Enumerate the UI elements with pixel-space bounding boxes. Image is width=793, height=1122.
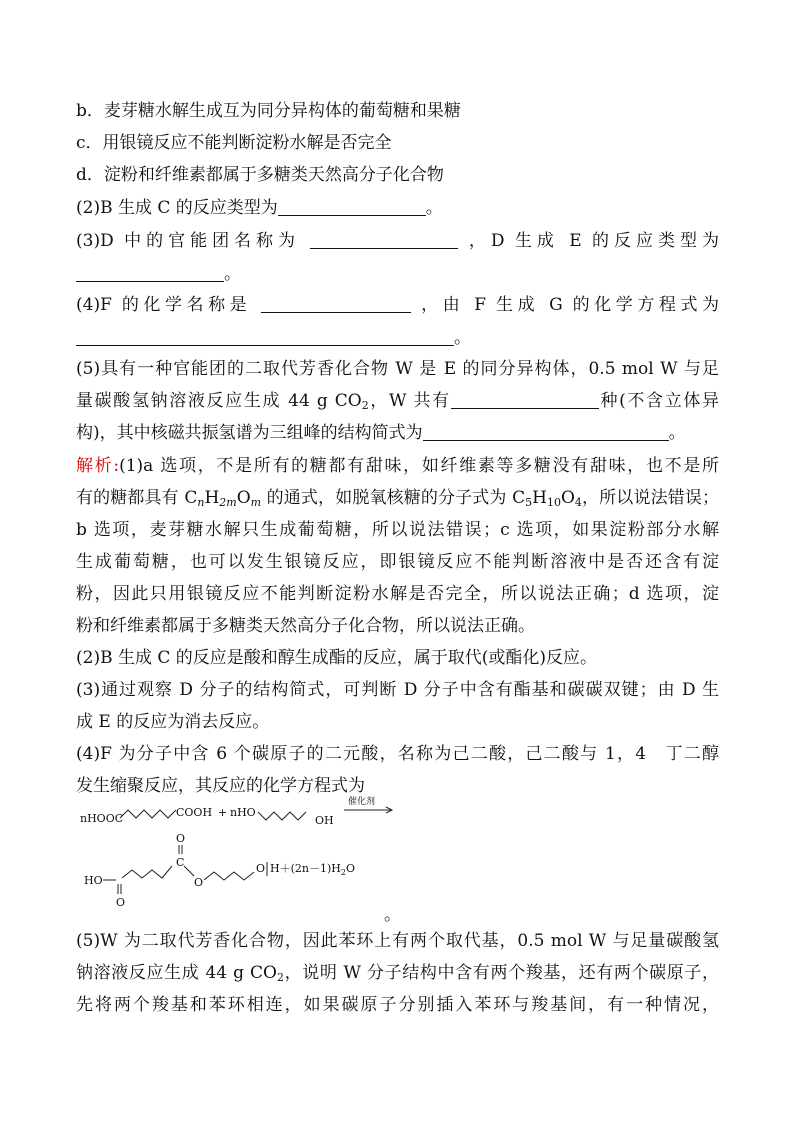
analysis-text-1: (1)a 选项，不是所有的糖都有甜味，如纤维素等多糖没有甜味，也不是所: [119, 456, 720, 476]
equation-period: 。: [384, 905, 401, 925]
option-d: d．淀粉和纤维素都属于多糖类天然高分子化合物: [76, 165, 444, 185]
analysis-line-8: (3)通过观察 D 分子的结构简式，可判断 D 分子中含有酯基和碳碳双键；由 D 生: [76, 680, 719, 700]
analysis-line-14: 先将两个羧基和苯环相连，如果碳原子分别插入苯环与羧基间，有一种情况，: [76, 995, 719, 1015]
diol-chain: [258, 812, 306, 820]
reactant-diol-left: nHO: [230, 806, 256, 819]
analysis-text: O: [560, 488, 575, 508]
analysis-text: H: [204, 488, 220, 508]
acid-chain: [120, 810, 176, 818]
question-4-text-b: ，由 F 生成 G 的化学方程式为: [421, 295, 720, 315]
formula-sub: 5: [525, 496, 533, 509]
analysis-line-12: (5)W 为二取代芳香化合物，因此苯环上有两个取代基，0.5 mol W 与足量碳酸氢: [76, 931, 719, 951]
answer-blank: [261, 296, 411, 313]
question-2: [76, 197, 719, 219]
analysis-line-7: (2)B 生成 C 的反应是酸和醇生成酯的反应，属于取代(或酯化)反应。: [76, 648, 598, 668]
product-o-bottom: O: [116, 896, 126, 909]
analysis-line-6: 粉和纤维素都属于多糖类天然高分子化合物，所以说法正确。: [76, 616, 535, 636]
analysis-line-13: [76, 962, 719, 984]
analysis-label: 解析:: [76, 456, 120, 476]
option-b: b．麦芽糖水解生成互为同分异构体的葡萄糖和果糖: [76, 101, 461, 121]
product-chain-2: [204, 872, 254, 880]
product-c: C: [176, 856, 185, 869]
analysis-text: 的通式，如脱氧核糖的分子式为 C: [261, 488, 526, 508]
catalyst-label: 催化剂: [348, 797, 376, 807]
question-5-line-1: (5)具有一种官能团的二取代芳香化合物 W 是 E 的同分异构体，0.5 mol W 与足: [76, 359, 719, 379]
analysis-line-9: 成 E 的反应为消去反应。: [76, 712, 270, 732]
product-o-top1: O: [176, 832, 186, 845]
question-5-line-2: [76, 390, 719, 412]
product-o-end: O: [256, 862, 266, 875]
equation-drawing: [76, 796, 416, 921]
product-tail-text: H＋(2n－1)H: [270, 862, 341, 875]
q5-sub: 2: [361, 399, 369, 412]
question-4-text-a: (4)F 的化学名称是: [76, 295, 252, 315]
question-2-end: 。: [425, 198, 443, 218]
answer-blank: [310, 232, 458, 249]
q5-text-a: 量碳酸氢钠溶液反应生成 44 g CO: [76, 391, 362, 411]
analysis-text: 有的糖都具有 C: [76, 488, 198, 508]
question-4: [76, 294, 719, 316]
answer-blank: [76, 329, 454, 346]
formula-sub: n: [197, 496, 205, 509]
product-o-link: O: [194, 876, 204, 889]
product-chain-1: [122, 866, 172, 878]
answer-blank: [451, 392, 599, 409]
question-4-end: 。: [454, 328, 471, 348]
formula-sub: m: [250, 496, 262, 509]
analysis-line-5: 粉，因此只用银镜反应不能判断淀粉水解是否完全，所以说法正确；d 选项，淀: [76, 584, 719, 604]
question-3-text-a: (3)D 中的官能团名称为: [76, 231, 301, 251]
option-c: c．用银镜反应不能判断淀粉水解是否完全: [76, 133, 392, 153]
analysis-text: H: [532, 488, 547, 508]
question-3: [76, 230, 719, 252]
question-3-text-b: ，D 生成 E 的反应类型为: [468, 231, 719, 251]
analysis-text: ，所以说法错误；: [581, 488, 719, 508]
product-tail: [270, 862, 355, 877]
analysis-line-10: (4)F 为分子中含 6 个碳原子的二元酸，名称为己二酸，己二酸与 1，4 丁二醇: [76, 744, 719, 764]
answer-blank: [423, 424, 669, 441]
question-3-end: 。: [224, 264, 241, 284]
q5-text-c: 种(不含立体异: [598, 391, 719, 411]
analysis-text: O: [236, 488, 251, 508]
analysis-line-4: 生成葡萄糖，也可以发生银镜反应，即银镜反应不能判断溶液中是否还含有淀: [76, 552, 719, 572]
analysis-line-11: 发生缩聚反应，其反应的化学方程式为: [76, 776, 365, 796]
question-4-cont: [76, 327, 719, 349]
analysis-line-2: [76, 487, 719, 509]
q5-text-e: 。: [668, 423, 686, 443]
plus-sign: +: [218, 806, 228, 819]
formula-sub: 4: [574, 496, 582, 509]
q5-text-b: ，W 共有: [368, 391, 451, 411]
product-tail-sub: 2: [340, 868, 346, 877]
product-left: HO: [84, 874, 103, 887]
answer-blank: [278, 199, 426, 216]
analysis-line-1: [76, 455, 719, 477]
question-2-text: (2)B 生成 C 的反应类型为: [76, 198, 278, 218]
analysis-line-3: b 选项，麦芽糖水解只生成葡萄糖，所以说法错误；c 选项，如果淀粉部分水解: [76, 520, 719, 540]
reactant-acid-left: nHOOC: [80, 812, 124, 825]
formula-sub: 2m: [219, 496, 237, 509]
formula-sub: 2: [276, 971, 284, 984]
reactant-diol-right: OH: [315, 814, 334, 827]
answer-blank: [76, 265, 224, 282]
question-3-cont: [76, 263, 719, 285]
product-tail-end: O: [345, 862, 355, 875]
q5-text-d: 构)，其中核磁共振氢谱为三组峰的结构简式为: [76, 423, 423, 443]
analysis-text: ，说明 W 分子结构中含有两个羧基，还有两个碳原子，: [283, 963, 719, 983]
formula-sub: 10: [546, 496, 561, 509]
bond-co: [184, 866, 194, 876]
analysis-text: 钠溶液反应生成 44 g CO: [76, 963, 277, 983]
reactant-acid-right: COOH: [176, 806, 213, 819]
question-5-line-3: [76, 422, 719, 444]
chemical-equation: [76, 796, 416, 921]
